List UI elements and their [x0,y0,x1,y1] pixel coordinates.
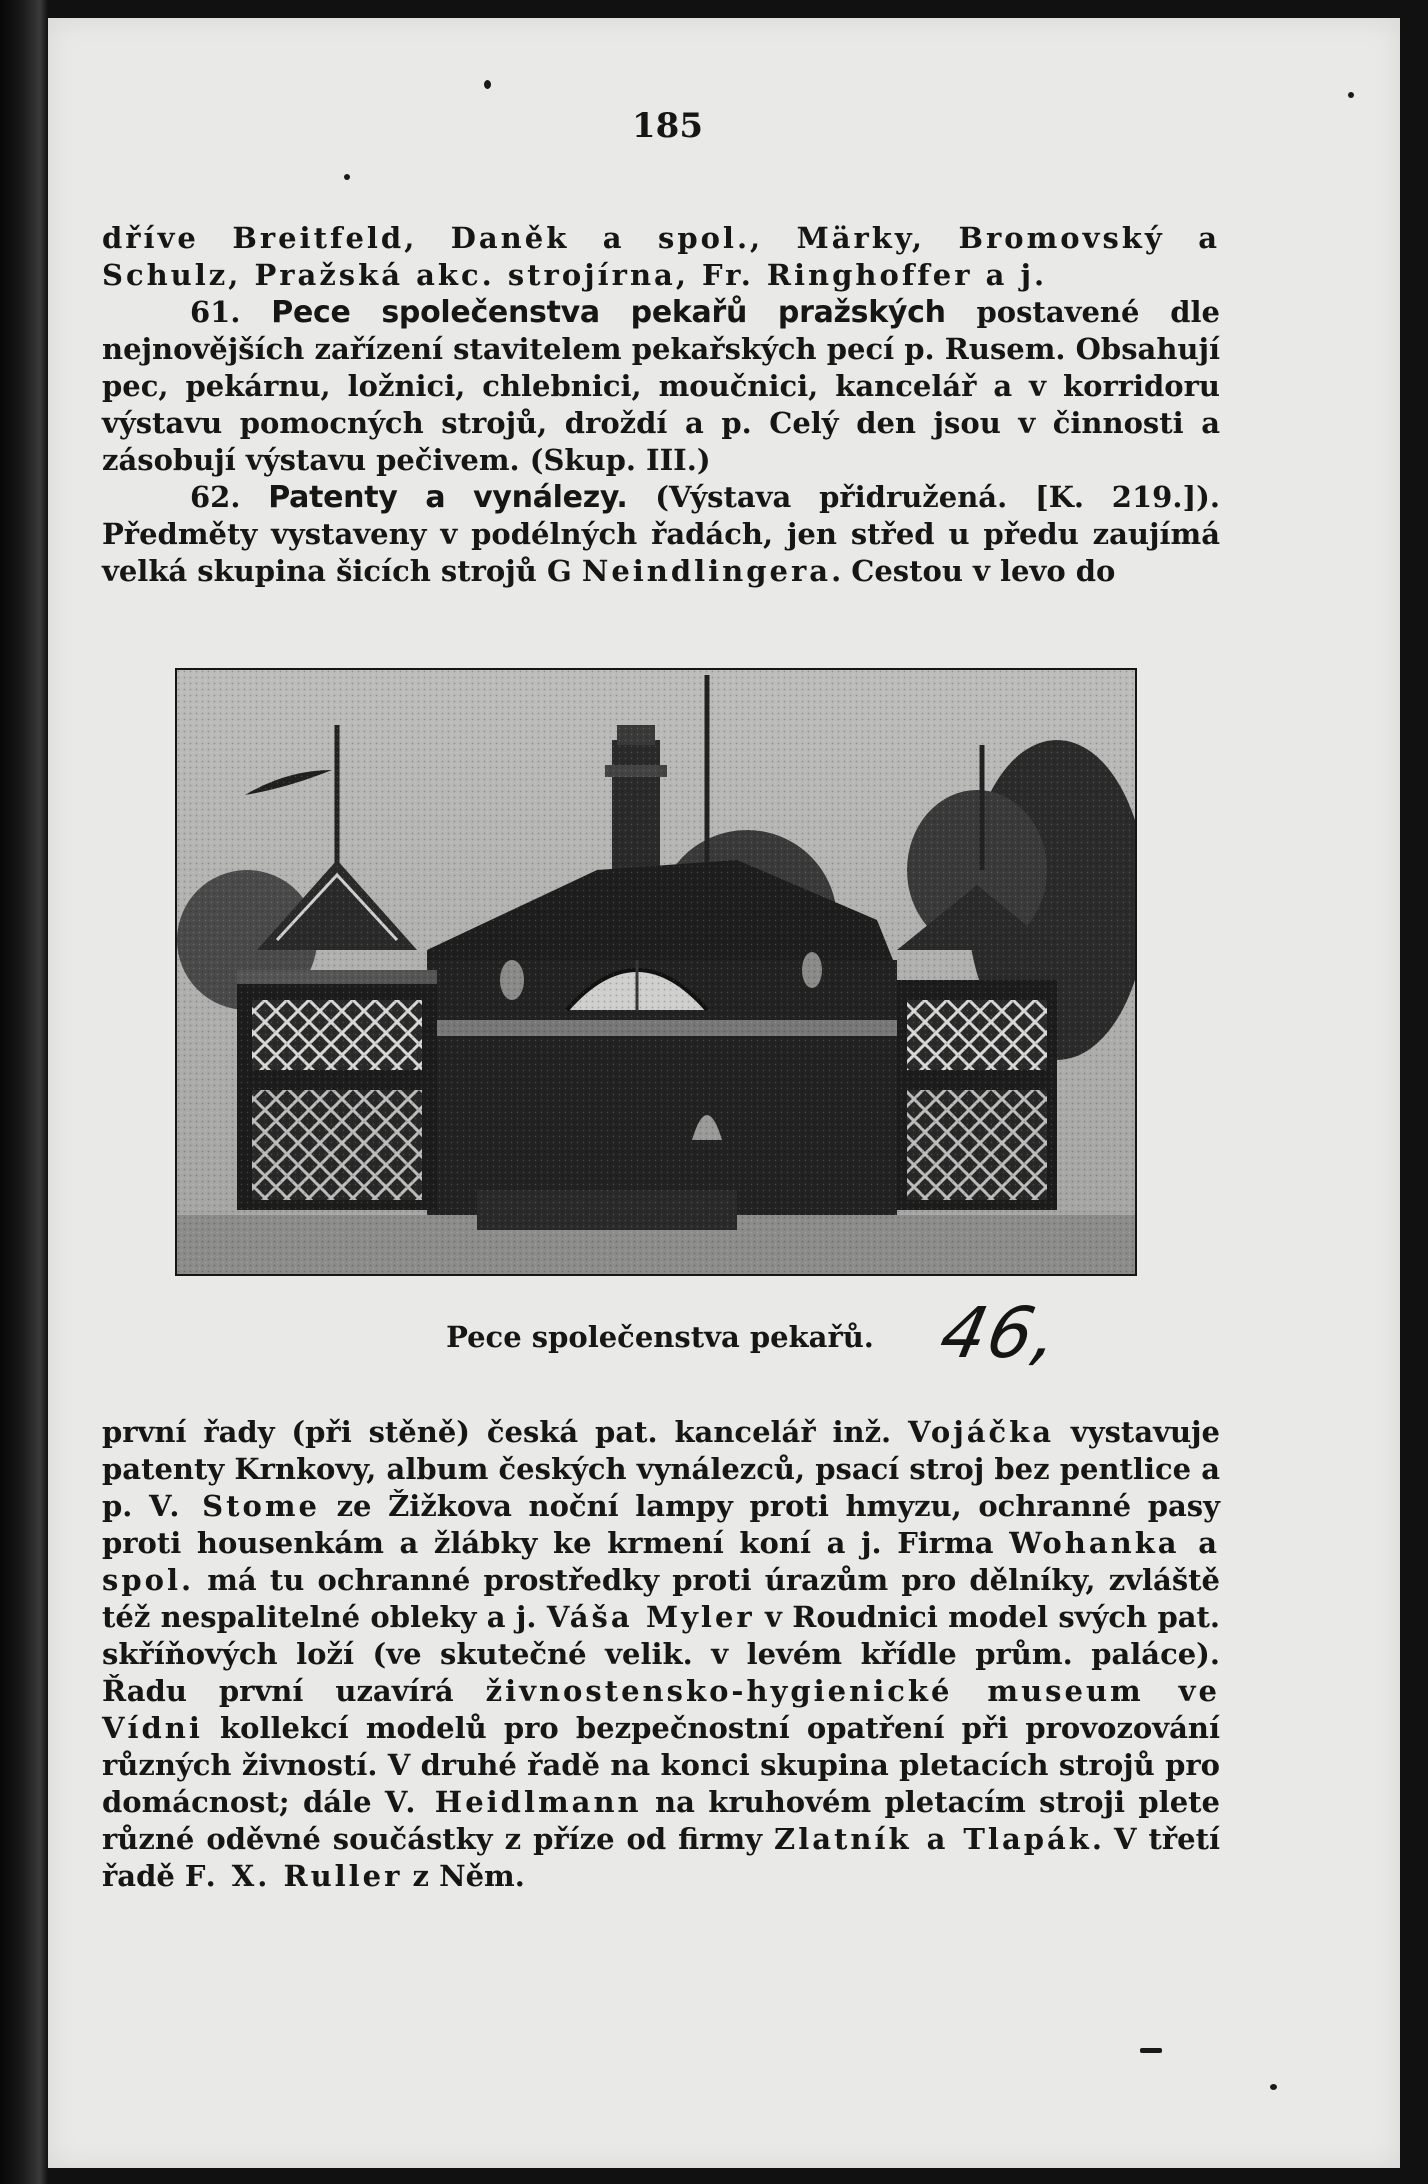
exhibitor-name: živnostensko-hygienické museum ve Vídni [102,1674,1220,1745]
entry-61-title: Pece společenstva pekařů pražských [271,295,946,330]
print-speck [484,80,491,89]
page-number: 185 [632,106,703,146]
print-speck [1140,2048,1162,2053]
exhibitor-name: Váša Myler [546,1600,755,1634]
entry-61-number: 61. [190,295,241,329]
exhibit-paragraph: první řady (při stěně) česká pat. kancelář inž. Vojáčka vystavuje patenty Krnkovy, album českých vynálezců, psací stroj bez pentlice a p. V. Stome ze Žižkova noční lampy proti hmyzu, ochranné pasy proti housenkám a žlábky ke krmení koní a j. Firma Wohanka a spol. má tu ochranné prostředky proti úrazům pro dělníky, zvláště též nespalitelné obleky a j. Váša Myler v Roudnici model svých pat. skříňových loží (ve skutečné velik. v levém křídle prům. paláce). Řadu první uzavírá živnostensko-hygienické museum ve Vídni kollekcí modelů pro bezpečnostní opatření při provozování různých živností. V druhé řadě na konci skupina pletacích strojů pro domácnost; dále V. Heidlmann na kruhovém pletacím stroji plete různé oděvné součástky z příze od firmy Zlatník a Tlapák. V třetí řadě F. X. Ruller z Něm. [102,1415,1221,1893]
exhibitor-name: F. X. Ruller [184,1859,403,1893]
entry-62-body-a: (Výstava přidružená. [K. 219.]). Předměty vystaveny v podélných řadách, jen střed u předu zaujímá velká skupina šicích strojů G [102,480,1220,588]
figure-caption: Pece společenstva pekařů. [446,1320,874,1354]
exhibitor-name: Wohanka a spol. [102,1526,1220,1597]
top-text-block [102,220,1220,590]
halftone-photograph [177,670,1135,1274]
print-speck [344,174,350,180]
entry-62 [102,479,1220,590]
exhibitor-name: Zlatník a Tlapák [774,1822,1092,1856]
entry-62-title: Patenty a vynálezy. [268,480,628,515]
print-speck [1270,2084,1277,2090]
continuation-paragraph: dříve Breitfeld, Daněk a spol., Märky, Bromovský a Schulz, Pražská akc. strojírna, Fr. Ringhoffer a j. [102,221,1220,292]
entry-62-name: Neindlingera [581,554,832,588]
bottom-text-block [102,1414,1220,1895]
entry-61-body: postavené dle nejnovějších zařízení stavitelem pekařských pecí p. Rusem. Obsahují pec, pekárnu, ložnici, chlebnici, moučnici, kancelář a v korridoru výstavu pomocných strojů, droždí a p. Celý den jsou v činnosti a zásobují výstavu pečivem. (Skup. III.) [102,295,1220,477]
exhibitor-name: V. Heidlmann [384,1785,642,1819]
exhibitor-name: Vojáčka [908,1415,1055,1449]
bakery-pavilion-photo [175,668,1137,1276]
handwritten-figure-number: 46, [933,1292,1069,1374]
print-speck [1348,92,1354,98]
entry-62-body-b: . Cestou v levo do [831,554,1116,588]
exhibitor-name: V. Stome [149,1489,320,1523]
entry-62-number: 62. [190,480,241,514]
book-gutter-edge [0,0,48,2184]
entry-61 [102,294,1220,479]
